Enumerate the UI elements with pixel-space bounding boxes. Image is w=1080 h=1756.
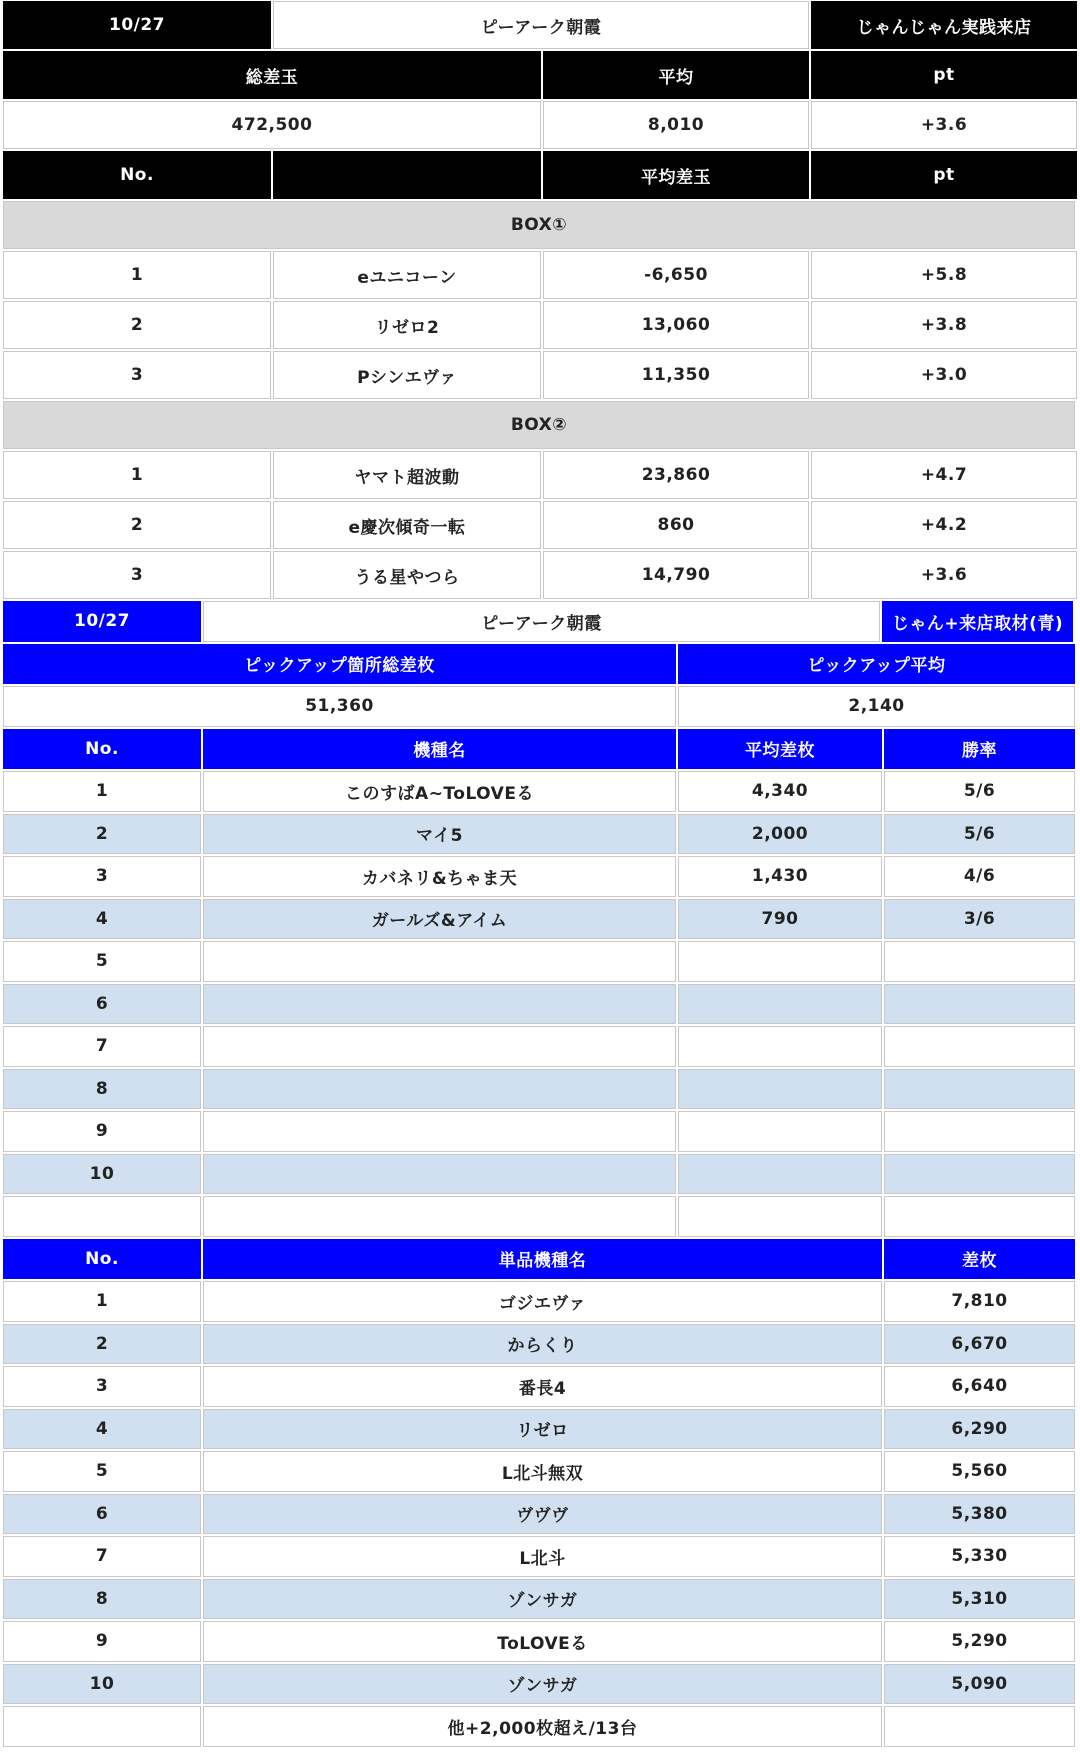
row-rate — [884, 941, 1075, 982]
section2-header-row — [2, 600, 1080, 643]
row-rate — [884, 1069, 1075, 1110]
row-no — [3, 1196, 201, 1237]
row-rate: 4/6 — [884, 856, 1075, 897]
pickup-total-header: ピックアップ箇所総差枚 — [3, 644, 676, 685]
table1-header-name — [273, 151, 541, 199]
row-name: 番長4 — [203, 1366, 882, 1407]
section2-date: 10/27 — [3, 601, 201, 642]
row-no: 3 — [3, 551, 271, 599]
footer-empty-no — [3, 1706, 201, 1747]
pickup-avg-header: ピックアップ平均 — [678, 644, 1075, 685]
row-avg: -6,650 — [543, 251, 809, 299]
row-name: L北斗無双 — [203, 1451, 882, 1492]
table-row — [2, 1365, 1080, 1408]
table-row — [2, 1535, 1080, 1578]
row-rate — [884, 1154, 1075, 1195]
section2-summary-header-row — [2, 643, 1080, 686]
row-no: 8 — [3, 1579, 201, 1620]
row-rate: 5/6 — [884, 771, 1075, 812]
table-row — [2, 1450, 1080, 1493]
table-row — [2, 1663, 1080, 1706]
table-row — [2, 1153, 1080, 1196]
row-avg: 11,350 — [543, 351, 809, 399]
row-rate — [884, 1196, 1075, 1237]
row-name: ゾンサガ — [203, 1579, 882, 1620]
row-diff: 5,290 — [884, 1621, 1075, 1662]
row-name — [203, 941, 676, 982]
row-no: 1 — [3, 1281, 201, 1322]
table1-header-row — [2, 150, 1080, 200]
row-no: 2 — [3, 1324, 201, 1365]
row-no: 5 — [3, 1451, 201, 1492]
row-no: 6 — [3, 984, 201, 1025]
row-name: ゴジエヴァ — [203, 1281, 882, 1322]
row-no: 3 — [3, 1366, 201, 1407]
row-avg: 790 — [678, 899, 882, 940]
section2-event: じゃん+来店取材(青) — [882, 601, 1073, 642]
table-row — [2, 770, 1080, 813]
row-no: 7 — [3, 1536, 201, 1577]
row-name — [203, 1026, 676, 1067]
row-avg: 2,000 — [678, 814, 882, 855]
row-no: 1 — [3, 451, 271, 499]
row-diff: 6,290 — [884, 1409, 1075, 1450]
table1-header-avg: 平均差玉 — [543, 151, 809, 199]
header-store: ピーアーク朝霞 — [273, 1, 809, 49]
section2-table-header-row — [2, 728, 1080, 771]
row-no: 8 — [3, 1069, 201, 1110]
row-diff: 5,560 — [884, 1451, 1075, 1492]
section2-header-name: 機種名 — [203, 729, 676, 770]
row-name: Pシンエヴァ — [273, 351, 541, 399]
row-no: 5 — [3, 941, 201, 982]
summary-header-total: 総差玉 — [3, 51, 541, 99]
row-name — [203, 1069, 676, 1110]
table-row — [2, 500, 1080, 550]
section2-header-no: No. — [3, 729, 201, 770]
row-no: 3 — [3, 351, 271, 399]
header-row — [2, 0, 1080, 50]
row-no: 1 — [3, 251, 271, 299]
row-name — [203, 1154, 676, 1195]
table-row — [2, 1110, 1080, 1153]
table-row — [2, 250, 1080, 300]
section2-header-avg: 平均差枚 — [678, 729, 882, 770]
summary-value-row — [2, 100, 1080, 150]
row-diff: 6,670 — [884, 1324, 1075, 1365]
table-row — [2, 983, 1080, 1026]
row-avg — [678, 1111, 882, 1152]
box2-title: BOX② — [3, 401, 1075, 449]
row-name: e慶次傾奇一転 — [273, 501, 541, 549]
pickup-total-value: 51,360 — [3, 686, 676, 727]
table-row — [2, 1620, 1080, 1663]
section2-store: ピーアーク朝霞 — [203, 601, 880, 642]
row-avg: 1,430 — [678, 856, 882, 897]
row-no: 9 — [3, 1621, 201, 1662]
row-no: 4 — [3, 899, 201, 940]
row-name — [203, 1196, 676, 1237]
section3-header-diff: 差枚 — [884, 1239, 1075, 1280]
table1-header-pt: pt — [811, 151, 1077, 199]
row-rate — [884, 1111, 1075, 1152]
row-avg — [678, 984, 882, 1025]
row-pt: +5.8 — [811, 251, 1077, 299]
table-row — [2, 350, 1080, 400]
table-row — [2, 300, 1080, 350]
row-diff: 5,090 — [884, 1664, 1075, 1705]
row-rate: 5/6 — [884, 814, 1075, 855]
section3-footer-row — [2, 1705, 1080, 1748]
row-no: 10 — [3, 1154, 201, 1195]
row-rate — [884, 1026, 1075, 1067]
row-name: からくり — [203, 1324, 882, 1365]
header-date: 10/27 — [3, 1, 271, 49]
row-diff: 5,380 — [884, 1494, 1075, 1535]
row-diff: 5,310 — [884, 1579, 1075, 1620]
table-row — [2, 1493, 1080, 1536]
row-name: マイ5 — [203, 814, 676, 855]
table-row — [2, 855, 1080, 898]
section3-header-no: No. — [3, 1239, 201, 1280]
row-name — [203, 1111, 676, 1152]
table-row — [2, 940, 1080, 983]
row-name: eユニコーン — [273, 251, 541, 299]
row-name: ヴヴヴ — [203, 1494, 882, 1535]
section3-header-name: 単品機種名 — [203, 1239, 882, 1280]
row-pt: +3.8 — [811, 301, 1077, 349]
pickup-avg-value: 2,140 — [678, 686, 1075, 727]
row-name: ガールズ&アイム — [203, 899, 676, 940]
row-avg — [678, 1026, 882, 1067]
row-no: 1 — [3, 771, 201, 812]
header-event: じゃんじゃん実践来店 — [811, 1, 1077, 49]
row-name: カバネリ&ちゃま天 — [203, 856, 676, 897]
row-avg: 14,790 — [543, 551, 809, 599]
row-name: リゼロ2 — [273, 301, 541, 349]
table1-header-no: No. — [3, 151, 271, 199]
row-pt: +3.0 — [811, 351, 1077, 399]
table-row — [2, 1280, 1080, 1323]
row-avg: 23,860 — [543, 451, 809, 499]
section2-summary-value-row — [2, 685, 1080, 728]
row-diff: 7,810 — [884, 1281, 1075, 1322]
row-name: ToLOVEる — [203, 1621, 882, 1662]
section3-footer: 他+2,000枚超え/13台 — [203, 1706, 882, 1747]
row-name: このすばA~ToLOVEる — [203, 771, 676, 812]
row-no: 2 — [3, 301, 271, 349]
table-row — [2, 1195, 1080, 1238]
table-row — [2, 898, 1080, 941]
row-name: L北斗 — [203, 1536, 882, 1577]
row-avg: 13,060 — [543, 301, 809, 349]
row-no: 10 — [3, 1664, 201, 1705]
row-no: 9 — [3, 1111, 201, 1152]
table-row — [2, 1578, 1080, 1621]
table-row — [2, 1323, 1080, 1366]
row-name: うる星やつら — [273, 551, 541, 599]
row-pt: +4.7 — [811, 451, 1077, 499]
row-avg: 860 — [543, 501, 809, 549]
row-rate — [884, 984, 1075, 1025]
table-row — [2, 1068, 1080, 1111]
row-no: 6 — [3, 1494, 201, 1535]
table-row — [2, 1025, 1080, 1068]
row-name: リゼロ — [203, 1409, 882, 1450]
table-row — [2, 813, 1080, 856]
row-name: ヤマト超波動 — [273, 451, 541, 499]
table-row — [2, 1408, 1080, 1451]
row-no: 3 — [3, 856, 201, 897]
summary-header-pt: pt — [811, 51, 1077, 99]
row-rate: 3/6 — [884, 899, 1075, 940]
footer-empty-diff — [884, 1706, 1075, 1747]
row-avg — [678, 1069, 882, 1110]
row-diff: 6,640 — [884, 1366, 1075, 1407]
row-no: 7 — [3, 1026, 201, 1067]
row-name: ゾンサガ — [203, 1664, 882, 1705]
table-row — [2, 550, 1080, 600]
row-avg — [678, 941, 882, 982]
summary-avg-value: 8,010 — [543, 101, 809, 149]
summary-total-value: 472,500 — [3, 101, 541, 149]
row-avg — [678, 1154, 882, 1195]
summary-header-row — [2, 50, 1080, 100]
box1-title-row — [2, 200, 1080, 250]
section2-header-rate: 勝率 — [884, 729, 1075, 770]
row-name — [203, 984, 676, 1025]
row-pt: +4.2 — [811, 501, 1077, 549]
row-avg: 4,340 — [678, 771, 882, 812]
row-diff: 5,330 — [884, 1536, 1075, 1577]
row-avg — [678, 1196, 882, 1237]
section3-table-header-row — [2, 1238, 1080, 1281]
box2-title-row — [2, 400, 1080, 450]
row-no: 2 — [3, 814, 201, 855]
box1-title: BOX① — [3, 201, 1075, 249]
row-no: 4 — [3, 1409, 201, 1450]
row-pt: +3.6 — [811, 551, 1077, 599]
row-no: 2 — [3, 501, 271, 549]
table-row — [2, 450, 1080, 500]
summary-pt-value: +3.6 — [811, 101, 1077, 149]
summary-header-avg: 平均 — [543, 51, 809, 99]
